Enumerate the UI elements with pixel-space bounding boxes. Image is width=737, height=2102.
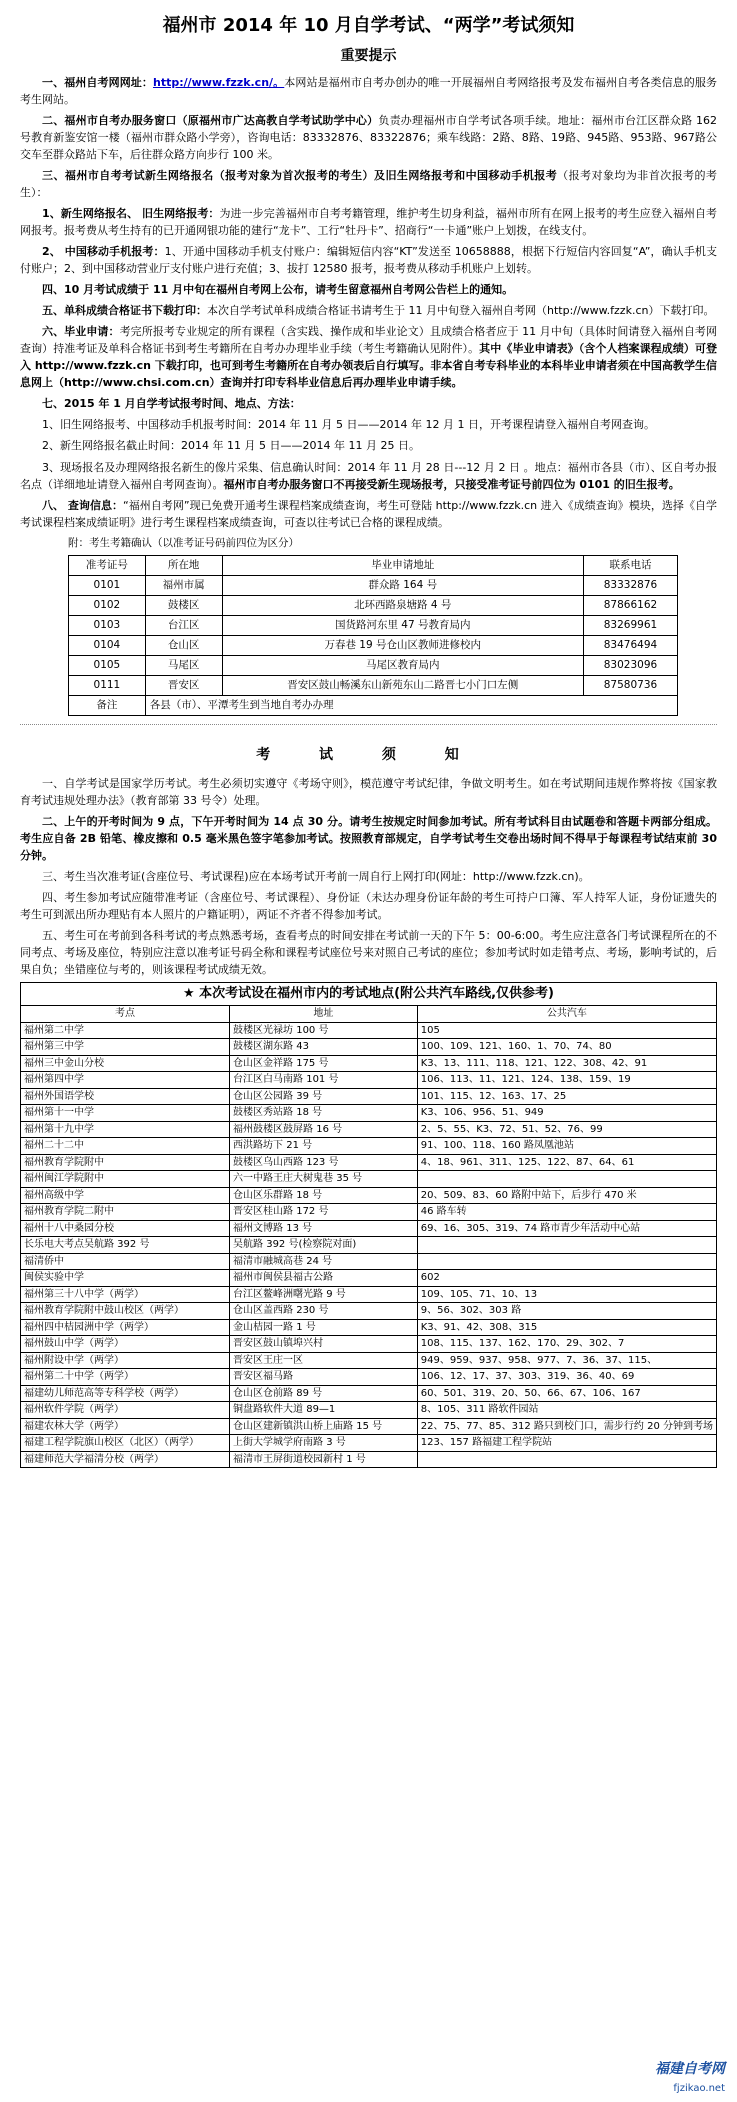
table-row [21,1303,717,1320]
table-cell: 万春巷 19 号仓山区教师进修校内 [222,635,583,655]
table-cell: 福建工程学院旗山校区（北区）（两学） [21,1435,230,1452]
table-cell: 109、105、71、10、13 [417,1286,716,1303]
notice-item-4: 四、10 月考试成绩于 11 月中旬在福州自考网上公布，请考生留意福州自考网公告栏上的通知。 [42,283,514,297]
table-cell: 福州第二中学 [21,1022,230,1039]
table-cell: 晋安区鼓山畅溪东山新苑东山二路晋七小门口左侧 [222,675,583,695]
table-cell: 北环西路泉塘路 4 号 [222,595,583,615]
notice-item-7: 七、2015 年 1 月自学考试报考时间、地点、方法： [42,397,301,411]
table-cell: 台江区白马南路 101 号 [230,1072,418,1089]
table-cell: 鼓楼区湖东路 43 [230,1039,418,1056]
table-cell: 鼓楼区 [145,595,222,615]
exam-rule-3: 三、考生当次准考证(含座位号、考试课程)应在本场考试开考前一周自行上网打印(网址：http://www.fzzk.cn)。 [42,869,590,883]
table-cell: 上街大学城学府南路 3 号 [230,1435,418,1452]
table-cell: 福州软件学院（两学） [21,1402,230,1419]
table-cell: 马尾区教育局内 [222,655,583,675]
table-cell: 仓山区建新镇洪山桥上庙路 15 号 [230,1418,418,1435]
table-row [21,1352,717,1369]
table-cell: 106、113、11、121、124、138、159、19 [417,1072,716,1089]
table-cell: 福州市闽侯县福古公路 [230,1270,418,1287]
notice-item-3-1: 1、新生网络报名、 旧生网络报考：为进一步完善福州市自考考籍管理，维护考生切身利益，福州市所有在网上报考的考生应登入福州自考网报考。报考费从考生持有的已开通网银功能的建行“龙卡”、工行“牡丹卡”、招商行“一卡通”账户上划拨，在线支付。 [20,206,718,237]
table-row [21,1336,717,1353]
table-cell: 0111 [69,675,146,695]
table-cell: 金山桔园一路 1 号 [230,1319,418,1336]
table-row [21,1072,717,1089]
table-row [21,1138,717,1155]
table-cell: 106、12、17、37、303、319、36、40、69 [417,1369,716,1386]
table-cell: 长乐电大考点吴航路 392 号 [21,1237,230,1254]
table-cell: 福州四中桔园洲中学（两学） [21,1319,230,1336]
table-row [21,1039,717,1056]
table-row [21,1171,717,1188]
table-cell: 福州鼓山中学（两学） [21,1336,230,1353]
table-row [69,575,678,595]
table-cell: 46 路车转 [417,1204,716,1221]
table-row [69,695,678,715]
table-header: 毕业申请地址 [222,555,583,575]
table-cell: 晋安区 [145,675,222,695]
notice-item-7-3: 3、现场报名及办理网络报名新生的像片采集、信息确认时间：2014 年 11 月 28 日---12 月 2 日 。地点：福州市各县（市）、区自考办报名点（详细地址请登入福州自考网查询）。福州市自考办服务窗口不再接受新生现场报考，只接受准考证号前四位为 0101 的旧生报考。 [20,460,717,491]
table-cell: K3、106、956、51、949 [417,1105,716,1122]
table-cell: 0105 [69,655,146,675]
note-label: 备注 [69,695,146,715]
table-cell: 4、18、961、311、125、122、87、64、61 [417,1154,716,1171]
table-row [21,1088,717,1105]
table-cell: 福州市属 [145,575,222,595]
table-cell: K3、13、111、118、121、122、308、42、91 [417,1055,716,1072]
table-cell: 福州第三十八中学（两学） [21,1286,230,1303]
table-cell: 91、100、118、160 路凤凰池站 [417,1138,716,1155]
table-cell: 仓山区盖西路 230 号 [230,1303,418,1320]
table-row [21,1319,717,1336]
table-header: 公共汽车 [417,1006,716,1023]
page [10,0,727,1468]
table-cell: 福州鼓楼区鼓屏路 16 号 [230,1121,418,1138]
table-cell: 105 [417,1022,716,1039]
table-cell [417,1253,716,1270]
notice-heading: 重要提示 [340,47,397,64]
table-cell: 福州文博路 13 号 [230,1220,418,1237]
table-cell: 晋安区鼓山镇埠兴村 [230,1336,418,1353]
table-cell: 鼓楼区光禄坊 100 号 [230,1022,418,1039]
site-watermark: 福建自考网 fjzikao.net [655,2060,725,2094]
table-cell: 福清市融城高巷 24 号 [230,1253,418,1270]
table-cell: 83023096 [583,655,677,675]
note-text: 各县（市）、平潭考生到当地自考办办理 [145,695,677,715]
table-cell: 鼓楼区乌山西路 123 号 [230,1154,418,1171]
table-cell: 83269961 [583,615,677,635]
table-cell: 0104 [69,635,146,655]
table-cell: 铜盘路软件大道 89—1 [230,1402,418,1419]
table-header: 地址 [230,1006,418,1023]
table-header: 准考证号 [69,555,146,575]
table-row [21,1385,717,1402]
table-row [21,1435,717,1452]
table-cell: 0102 [69,595,146,615]
exam-rule-1: 一、自学考试是国家学历考试。考生必须切实遵守《考场守则》，模范遵守考试纪律，争做文明考生。如在考试期间违规作弊将按《国家教育考试违规处理办法》（教育部第 33 号令）处理。 [20,776,717,807]
table-cell: 9、56、302、303 路 [417,1303,716,1320]
table-cell: 101、115、12、163、17、25 [417,1088,716,1105]
table-cell: 台江区鳌峰洲曙光路 9 号 [230,1286,418,1303]
table-cell: 22、75、77、85、312 路只到校门口，需步行约 20 分钟到考场 [417,1418,716,1435]
exam-rule-4: 四、考生参加考试应随带准考证（含座位号、考试课程）、身份证（未达办理身份证年龄的考生可持户口簿、军人持军人证，身份证遗失的考生可到派出所办理贴有本人照片的户籍证明），两证不齐者不得参加考试。 [20,890,717,921]
table-cell: 福州第十九中学 [21,1121,230,1138]
table-row [21,1204,717,1221]
fzzk-link[interactable]: http://www.fzzk.cn/。 [152,75,285,89]
table-cell: 0103 [69,615,146,635]
table-cell: 福州第三中学 [21,1039,230,1056]
table-cell: 949、959、937、958、977、7、36、37、115、 [417,1352,716,1369]
table-row [21,1154,717,1171]
table-header-row [21,1006,717,1023]
table-cell: 0101 [69,575,146,595]
table-cell: 福州高级中学 [21,1187,230,1204]
table-cell: 六一中路王庄大树鬼巷 35 号 [230,1171,418,1188]
table-cell: 福州教育学院附中鼓山校区（两学） [21,1303,230,1320]
table-cell [417,1451,716,1468]
registration-table [68,555,678,716]
table-row [21,1369,717,1386]
table-cell: 晋安区桂山路 172 号 [230,1204,418,1221]
table-cell: 福州第二十中学（两学） [21,1369,230,1386]
table-cell: 8、105、311 路软件园站 [417,1402,716,1419]
table-row [69,655,678,675]
table-row [21,1237,717,1254]
table-header: 联系电话 [583,555,677,575]
table-cell: 西洪路坊下 21 号 [230,1138,418,1155]
table-cell: 108、115、137、162、170、29、302、7 [417,1336,716,1353]
table-cell: 福州第四中学 [21,1072,230,1089]
notice-item-7-1: 1、旧生网络报考、中国移动手机报考时间：2014 年 11 月 5 日——2014 年 12 月 1 日，开考课程请登入福州自考网查询。 [42,418,655,432]
table-cell: 国货路河东里 47 号教育局内 [222,615,583,635]
notice-item-2: 二、福州市自考办服务窗口（原福州市广达高教自学考试助学中心）负责办理福州市自学考试各项手续。地址：福州市台江区群众路 162 号教育新鉴安馆一楼（福州市群众路小学旁），咨询电话：83332876、83322876；乘车线路：2路、8路、19路、945路、953路、967路公交车至群众路站下车，后往群众路方向步行 100 米。 [20,113,717,161]
notice-item-3: 三、福州市自考考试新生网络报名（报考对象为首次报考的考生）及旧生网络报考和中国移动手机报考（报考对象均为非首次报考的考生）： [20,168,717,199]
table-cell: 20、509、83、60 路附中站下，后步行 470 米 [417,1187,716,1204]
exam-rule-2: 二、上午的开考时间为 9 点，下午开考时间为 14 点 30 分。请考生按规定时间参加考试。所有考试科目由试题卷和答题卡两部分组成。考生应自备 2B 铅笔、橡皮擦和 0.5 毫米黑色签字笔参加考试。按照教育部规定，自学考试考生交卷出场时间不得早于每课程考试结束前 30 分钟。 [20,814,717,862]
exam-rule-5: 五、考生可在考前到各科考试的考点熟悉考场，查看考点的时间安排在考试前一天的下午 5：00-6:00。考生应注意各门考试课程所在的不同考点、考场及座位，特别应注意以准考证号码全称和课程考试座位号来对照自己考试的座位；参加考试时如走错考点、考场，影响考试的，后果自负；坐错座位与考的，则该课程考试成绩无效。 [20,929,717,977]
table-row [69,635,678,655]
table-row [21,1121,717,1138]
table-cell: 福建农林大学（两学） [21,1418,230,1435]
table-cell: 福清侨中 [21,1253,230,1270]
table-cell: 晋安区王庄一区 [230,1352,418,1369]
table-cell: 87580736 [583,675,677,695]
table-cell: 仓山区仓前路 89 号 [230,1385,418,1402]
table-row [21,1418,717,1435]
table-cell [417,1171,716,1188]
table-row [21,1055,717,1072]
table-cell: 福建幼儿师范高等专科学校（两学） [21,1385,230,1402]
table-cell: 福州外国语学校 [21,1088,230,1105]
table-cell: 83476494 [583,635,677,655]
table-row [69,615,678,635]
table-row [21,1105,717,1122]
notice-item-3-2: 2、 中国移动手机报考：1、开通中国移动手机支付账户：编辑短信内容“KT”发送至 10658888，根据下行短信内容回复“A”，确认手机支付账户；2、到中国移动营业厅支付账户进行充值；3、拔打 12580 报考，报考费从移动手机账户上划转。 [20,245,718,276]
notice-item-6: 六、毕业申请：考完所报考专业规定的所有课程（含实践、操作成和毕业论文）且成绩合格者应于 11 月中旬（具体时间请登入福州自考网查询）持准考证及单科合格证书到考生考籍所在自考办办理毕业手续（考生考籍确认见附件）。其中《毕业申请表》（含个人档案课程成绩）可登入 http://www.fzzk.cn 下载打印，也可到考生考籍所在自考办领表后自行填写。非本省自考专科毕业的本科毕业申请者须在中国高教学生信息网上（http://www.chsi.com.cn）查询并打印专科毕业信息后再办理毕业申请手续。 [20,325,718,390]
divider [20,724,717,735]
table-row [21,1022,717,1039]
table-cell: 鼓楼区秀站路 18 号 [230,1105,418,1122]
notice-item-8: 八、 查询信息：“福州自考网”现已免费开通考生课程档案成绩查询，考生可登陆 http://www.fzzk.cn 进入《成绩查询》模块，选择《自学考试课程档案成绩证明》进行考生课程档案成绩查询，可查以往考试已合格的课程成绩。 [20,498,717,529]
page-title: 福州市 2014 年 10 月自学考试、“两学”考试须知 [162,15,575,36]
table-row [21,1451,717,1468]
table-cell: 87866162 [583,595,677,615]
notice-item-1: 一、福州自考网网址：http://www.fzzk.cn/。本网站是福州市自考办创办的唯一开展福州自考网络报考及发布福州自考各类信息的服务考生网站。 [20,75,718,106]
table-row [21,1187,717,1204]
table-cell: 福清市王屏街道校园新村 1 号 [230,1451,418,1468]
table-cell: 83332876 [583,575,677,595]
table-header-row [69,555,678,575]
table-header: 考点 [21,1006,230,1023]
table-cell: 闽侯实验中学 [21,1270,230,1287]
table-row [21,1270,717,1287]
table-cell [417,1237,716,1254]
table-row [21,1402,717,1419]
table-cell: 福州附设中学（两学） [21,1352,230,1369]
table-cell: 福州第十一中学 [21,1105,230,1122]
table-cell: 福州二十二中 [21,1138,230,1155]
table-cell: 123、157 路福建工程学院站 [417,1435,716,1452]
table-cell: 69、16、305、319、74 路市青少年活动中心站 [417,1220,716,1237]
table-cell: 仓山区 [145,635,222,655]
table-cell: 2、5、55、K3、72、51、52、76、99 [417,1121,716,1138]
table-cell: 仓山区乐群路 18 号 [230,1187,418,1204]
table-header: 所在地 [145,555,222,575]
table-cell: 福州教育学院二附中 [21,1204,230,1221]
table-cell: 福州教育学院附中 [21,1154,230,1171]
table-row [69,595,678,615]
exam-heading: 考 试 须 知 [256,746,481,763]
table-cell: 台江区 [145,615,222,635]
table-cell: 仓山区公园路 39 号 [230,1088,418,1105]
table-cell: 马尾区 [145,655,222,675]
notice-item-7-2: 2、新生网络报名截止时间：2014 年 11 月 5 日——2014 年 11 月 25 日。 [42,439,420,453]
table-cell: 吴航路 392 号(检察院对面) [230,1237,418,1254]
table-cell: 晋安区福马路 [230,1369,418,1386]
table-row [69,675,678,695]
table-cell: 仓山区金祥路 175 号 [230,1055,418,1072]
table-cell: 福州十八中桑园分校 [21,1220,230,1237]
table-cell: K3、91、42、308、315 [417,1319,716,1336]
table-cell: 群众路 164 号 [222,575,583,595]
notice-item-5: 五、单科成绩合格证书下载打印：本次自学考试单科成绩合格证书请考生于 11 月中旬登入福州自考网（http://www.fzzk.cn）下载打印。 [42,304,715,318]
table-row [21,1220,717,1237]
table-cell: 福州三中金山分校 [21,1055,230,1072]
table-row [21,1253,717,1270]
venue-table-caption: ★ 本次考试设在福州市内的考试地点(附公共汽车路线,仅供参考) [21,983,717,1006]
table-cell: 60、501、319、20、50、66、67、106、167 [417,1385,716,1402]
table-cell: 602 [417,1270,716,1287]
table-cell: 100、109、121、160、1、70、74、80 [417,1039,716,1056]
attachment-title: 附：考生考籍确认（以准考证号码前四位为区分） [68,536,299,549]
venue-table [20,982,717,1468]
table-cell: 福建师范大学福清分校（两学） [21,1451,230,1468]
table-row [21,1286,717,1303]
table-cell: 福州闽江学院附中 [21,1171,230,1188]
